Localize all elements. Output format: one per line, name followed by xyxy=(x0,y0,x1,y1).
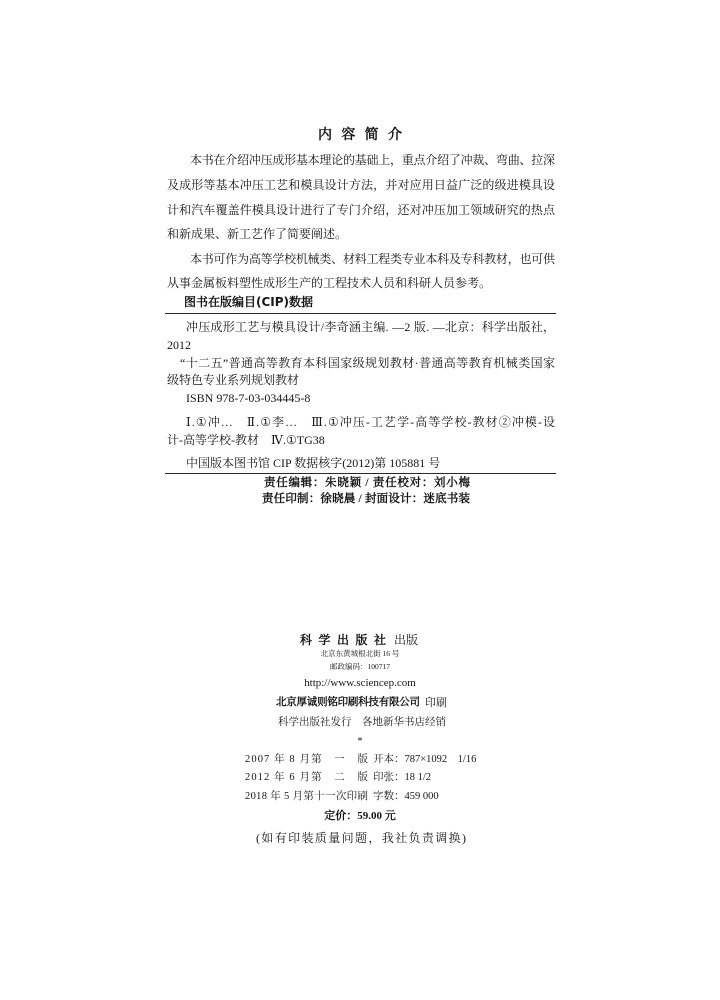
staff-credit-line: 责任编辑：朱晓颖 / 责任校对：刘小梅 xyxy=(264,477,471,489)
synopsis-line: 从事金属板料塑性成形生产的工程技术人员和科研人员参考。 xyxy=(167,276,492,290)
publisher-name: 科 学 出 版 社 xyxy=(300,633,388,647)
edition-line: 2007 年 8 月第 一 版 xyxy=(245,754,370,765)
cip-line: Ⅰ.①冲… Ⅱ.①李… Ⅲ.①冲压-工艺学-高等学校-教材②冲模-设 xyxy=(186,415,557,429)
edition-spec: 印张：18 1/2 xyxy=(373,772,432,783)
cip-line: 计-高等学校-教材 Ⅳ.①TG38 xyxy=(167,433,325,447)
cip-line: 冲压成形工艺与模具设计/李奇涵主编. —2 版. —北京：科学出版社， xyxy=(186,320,556,334)
publisher-postcode: 邮政编码：100717 xyxy=(330,662,390,671)
synopsis-line: 本书在介绍冲压成形基本理论的基础上，重点介绍了冲裁、弯曲、拉深 xyxy=(190,153,555,167)
cip-heading: 图书在版编目(CIP)数据 xyxy=(184,295,314,309)
cip-rule-top xyxy=(165,313,556,314)
publisher-website: http://www.sciencep.com xyxy=(304,677,416,689)
cip-record-number: 中国版本图书馆 CIP 数据核字(2012)第 105881 号 xyxy=(186,456,441,470)
distribution-line: 科学出版社发行 各地新华书店经销 xyxy=(278,717,446,728)
printer-name: 北京厚诚则铭印刷科技有限公司 xyxy=(276,697,420,708)
cip-line: 2012 xyxy=(167,338,191,352)
synopsis-line: 计和汽车覆盖件模具设计进行了专门介绍，还对冲压加工领域研究的热点 xyxy=(167,203,556,217)
cip-line: 级特色专业系列规划教材 xyxy=(167,373,300,387)
publisher-label: 出版 xyxy=(394,633,419,647)
synopsis-heading: 内 容 简 介 xyxy=(318,127,405,143)
edition-line: 2012 年 6 月第 二 版 xyxy=(245,772,370,783)
edition-line: 2018 年 5 月第十一次印刷 xyxy=(245,791,369,802)
cip-isbn: ISBN 978-7-03-034445-8 xyxy=(186,391,311,405)
cip-line: “十二五”普通高等教育本科国家级规划教材·普通高等教育机械类国家 xyxy=(180,356,556,370)
printer-label: 印刷 xyxy=(425,697,447,709)
quality-notice: (如有印装质量问题，我社负责调换) xyxy=(256,831,468,845)
price: 定价：59.00 元 xyxy=(324,810,396,822)
synopsis-line: 本书可作为高等学校机械类、材料工程类专业本科及专科教材，也可供 xyxy=(190,252,555,266)
edition-spec: 开本：787×1092 1/16 xyxy=(373,754,477,765)
staff-credit-line: 责任印制：徐晓晨 / 封面设计：迷底书装 xyxy=(262,493,471,505)
publisher-address: 北京东黄城根北街 16 号 xyxy=(320,649,400,658)
synopsis-line: 及成形等基本冲压工艺和模具设计方法，并对应用日益广泛的级进模具设 xyxy=(167,178,556,192)
edition-spec: 字数：459 000 xyxy=(373,791,439,802)
separator-star: * xyxy=(357,736,363,747)
synopsis-line: 和新成果、新工艺作了简要阐述。 xyxy=(167,227,348,241)
